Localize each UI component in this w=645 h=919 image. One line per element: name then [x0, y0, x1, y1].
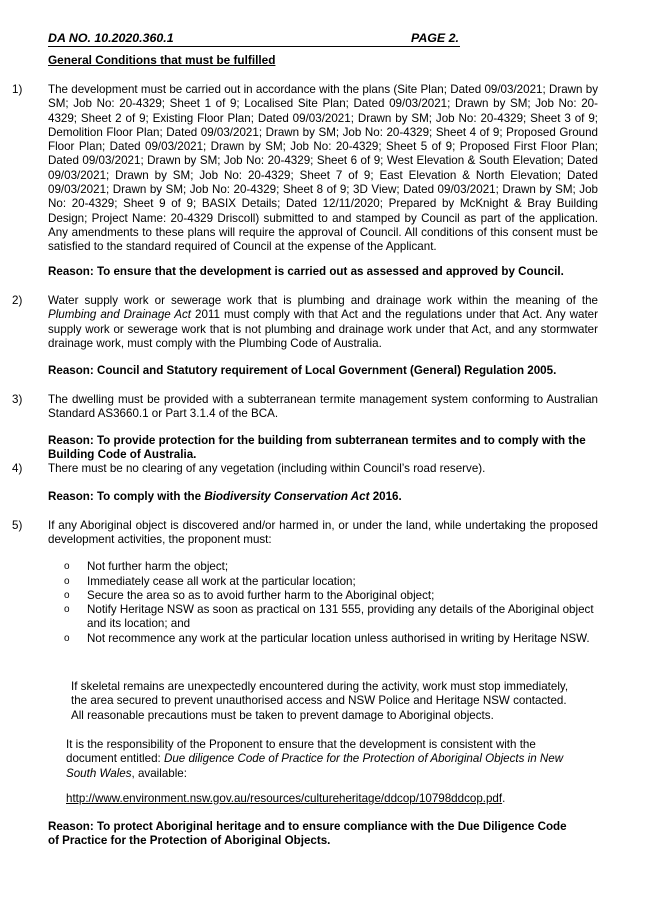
condition-5-number: 5): [12, 519, 23, 532]
condition-2-text: [48, 294, 598, 351]
bullet-item: Secure the area so as to avoid further harm to the Aboriginal object;: [87, 589, 435, 602]
skeletal-remains-paragraph: If skeletal remains are unexpectedly encountered during the activity, work must stop immediately, the area secured to prevent unauthorised access and NSW Police and Heritage NSW contacted. All reasonable precautions must be taken to prevent damage to Aboriginal objects.: [71, 680, 569, 722]
biodiversity-act-title: Biodiversity Conservation Act: [204, 490, 370, 503]
due-diligence-doc-title: Due diligence Code of Practice for the Protection of Aboriginal Objects in New South Wales: [66, 752, 564, 780]
condition-3-reason: Reason: To provide protection for the building from subterranean termites and to comply with the Building Code of Australia.: [48, 434, 586, 462]
condition-5-text: If any Aboriginal object is discovered and/or harmed in, or under the land, while undertaking the proposed development activities, the proponent must:: [48, 519, 598, 547]
condition-1-reason: Reason: To ensure that the development is carried out as assessed and approved by Council.: [48, 265, 564, 278]
bullet-marker: o: [64, 604, 70, 615]
header-underline: [48, 46, 460, 47]
page-number: PAGE 2.: [411, 31, 459, 45]
condition-5-reason: Reason: To protect Aboriginal heritage and to ensure compliance with the Due Diligence Code of Practice for the Protection of Aboriginal Objects.: [48, 820, 567, 848]
condition-4-number: 4): [12, 462, 23, 475]
condition-4-reason: [48, 490, 600, 504]
bullet-marker: o: [64, 590, 70, 601]
due-diligence-link[interactable]: http://www.environment.nsw.gov.au/resources/cultureheritage/ddcop/10798ddcop.pdf: [66, 792, 503, 805]
condition-2-text-b: 2011 must comply with that Act and the regulations under that Act. Any water supply work or sewerage work that is not plumbing and drainage work under that Act, and any stormwater drainage work, must comply with the Plumbing Code of Australia.: [48, 308, 598, 350]
bullet-item: Immediately cease all work at the particular location;: [87, 575, 356, 588]
condition-2-reason: Reason: Council and Statutory requirement of Local Government (General) Regulation 2005.: [48, 364, 557, 377]
condition-4-text: There must be no clearing of any vegetation (including within Council’s road reserve).: [48, 462, 486, 475]
plumbing-act-title: Plumbing and Drainage Act: [48, 308, 192, 322]
condition-3-text: The dwelling must be provided with a subterranean termite management system conforming to Australian Standard AS3660.1 or Part 3.1.4 of the BCA.: [48, 393, 598, 421]
bullet-marker: o: [64, 561, 70, 572]
da-number: DA NO. 10.2020.360.1: [48, 31, 174, 45]
responsibility-paragraph: [66, 738, 576, 781]
responsibility-text-a: It is the responsibility of the Proponent to ensure that the development is consistent with the document entitled:: [66, 738, 536, 766]
bullet-item: Not further harm the object;: [87, 560, 229, 573]
responsibility-text-b: , available:: [131, 766, 187, 780]
condition-4-reason-b: 2016.: [369, 490, 402, 503]
bullet-item: Notify Heritage NSW as soon as practical on 131 555, providing any details of the Aboriginal object and its location; and: [87, 603, 594, 631]
condition-1-text: The development must be carried out in accordance with the plans (Site Plan; Dated 09/03/2021; Drawn by SM; Job No: 20-4329; Sheet 1 of 9; Localised Site Plan; Dated 09/03/2021; Drawn by SM; Job No: 20-4329; Sheet 2 of 9; Existing Floor Plan; Dated 09/03/2021; Drawn by SM; Job No: 20-4329; Sheet 3 of 9; Demolition Floor Plan; Dated 09/03/2021; Drawn by SM; Job No: 20-4329; Sheet 4 of 9; Proposed Ground Floor Plan; Dated 09/03/2021; Drawn by SM; Job No: 20-4329; Sheet 5 of 9; Proposed First Floor Plan; Dated 09/03/2021; Drawn by SM; Job No: 20-4329; Sheet 6 of 9; West Elevation & South Elevation; Dated 09/03/2021; Drawn by SM; Job No: 20-4329; Sheet 7 of 9; East Elevation & North Elevation; Dated 09/03/2021; Drawn by SM; Job No: 20-4329; Sheet 8 of 9; 3D View; Dated 09/03/2021; Drawn by SM; Job No: 20-4329; Sheet 9 of 9; BASIX Details; Dated 12/11/2020; Prepared by McKnight & Bray Building Design; Project Name: 20-4329 Driscoll) submitted to and stamped by Council as part of the application. Any amendments to these plans will require the approval of Council. All conditions of this consent must be satisfied to the standard required of Council at the expense of the Applicant.: [48, 83, 598, 254]
bullet-marker: o: [64, 576, 70, 587]
due-diligence-link-line: [66, 792, 505, 806]
condition-1-number: 1): [12, 83, 23, 96]
bullet-item: Not recommence any work at the particular location unless authorised in writing by Heritage NSW.: [87, 632, 590, 645]
section-title: General Conditions that must be fulfilled: [48, 53, 276, 67]
condition-2-text-a: Water supply work or sewerage work that is plumbing and drainage work within the meaning of the: [48, 294, 598, 307]
condition-2-number: 2): [12, 294, 23, 307]
condition-4-reason-a: Reason: To comply with the: [48, 490, 205, 503]
bullet-marker: o: [64, 633, 70, 644]
link-period: .: [502, 792, 506, 805]
condition-3-number: 3): [12, 393, 23, 406]
